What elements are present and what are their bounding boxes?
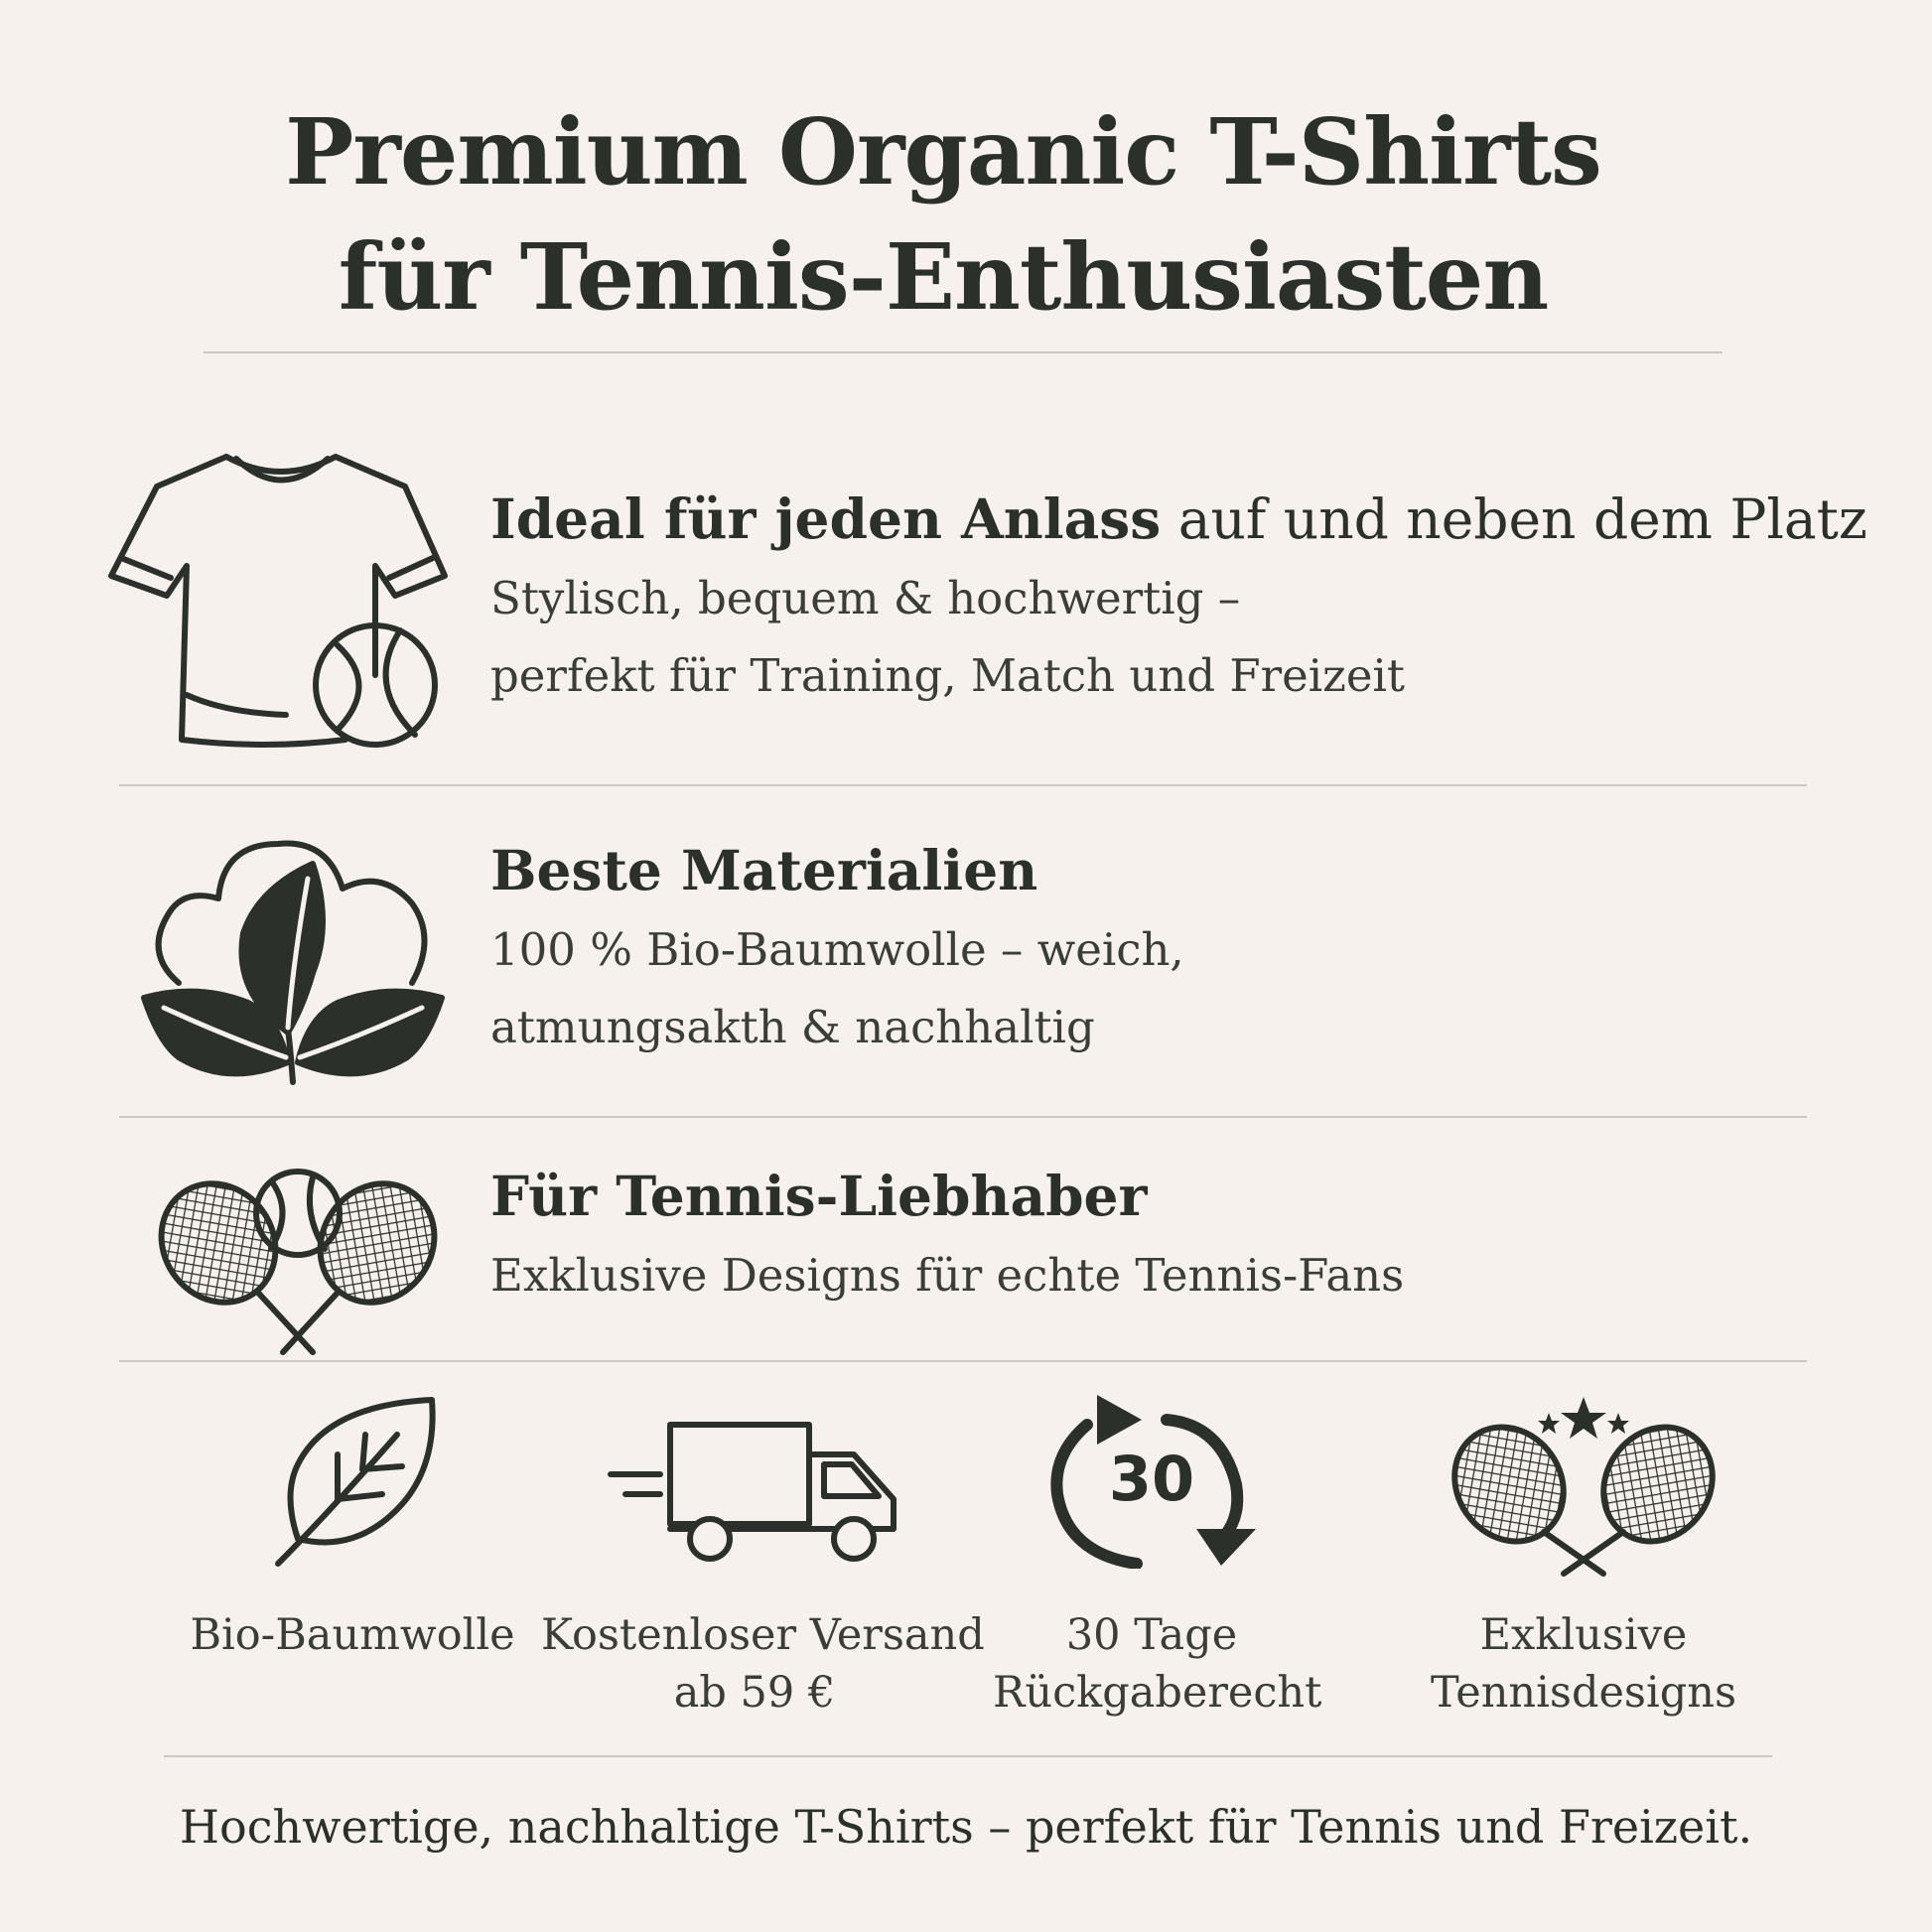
badge-label-line: ab 59 € — [673, 1668, 836, 1718]
badge-bio-cotton — [189, 1395, 516, 1664]
feature-heading — [490, 484, 1867, 554]
badge-label-line: 30 Tage — [1065, 1610, 1238, 1660]
badge-label-line: Kostenloser Versand — [541, 1610, 985, 1660]
feature-materials — [490, 836, 1184, 1066]
feature-description-line: atmungsakth & nachhaltig — [490, 1001, 1095, 1053]
badge-return-policy — [993, 1395, 1322, 1722]
badge-exclusive-designs — [1420, 1395, 1747, 1722]
badge-label — [189, 1606, 516, 1664]
leaf-icon — [268, 1395, 437, 1569]
badge-free-shipping — [541, 1415, 985, 1722]
tennis-rackets-ball-icon — [154, 1164, 442, 1362]
title-line-2: für Tennis-Enthusiasten — [338, 223, 1549, 331]
badge-label — [541, 1606, 985, 1722]
return-icon-number: 30 — [1108, 1443, 1195, 1515]
section-divider — [119, 1116, 1807, 1118]
feature-description — [490, 1237, 1404, 1314]
page-title — [0, 89, 1886, 340]
feature-description-line: Exklusive Designs für echte Tennis-Fans — [490, 1249, 1405, 1302]
footer-tagline: Hochwertige, nachhaltige T-Shirts – perfekt für Tennis und Freizeit. — [179, 1800, 1753, 1854]
badge-label-line: Bio-Baumwolle — [190, 1610, 515, 1660]
feature-description-line: 100 % Bio-Baumwolle – weich, — [490, 923, 1184, 976]
footer-divider — [164, 1755, 1772, 1757]
badge-label — [993, 1606, 1322, 1722]
cotton-leaf-icon — [139, 834, 447, 1092]
feature-description-line: Stylisch, bequem & hochwertig – — [490, 572, 1241, 624]
crossed-rackets-stars-icon — [1445, 1395, 1723, 1579]
feature-heading-bold: Beste Materialien — [490, 838, 1038, 902]
feature-heading — [490, 836, 1184, 905]
feature-tennis-lovers — [490, 1162, 1404, 1314]
badge-label-line: Rückgaberecht — [993, 1668, 1322, 1718]
title-divider — [204, 351, 1723, 353]
feature-heading-rest: auf und neben dem Platz — [1161, 487, 1867, 551]
badge-label — [1420, 1606, 1747, 1722]
section-divider — [119, 1360, 1807, 1362]
feature-heading-bold: Für Tennis-Liebhaber — [490, 1164, 1148, 1228]
tshirt-tennis-ball-icon — [107, 447, 455, 755]
feature-heading-bold: Ideal für jeden Anlass — [490, 486, 1162, 551]
badge-label-line: Exklusive — [1479, 1610, 1688, 1660]
badge-label-line: Tennisdesigns — [1430, 1668, 1737, 1718]
feature-heading — [490, 1162, 1404, 1231]
section-divider — [119, 784, 1807, 786]
feature-description — [490, 911, 1184, 1066]
feature-description — [490, 560, 1867, 715]
feature-occasion — [490, 484, 1867, 715]
feature-description-line: perfekt für Training, Match und Freizeit — [490, 649, 1405, 702]
return-30-icon — [1047, 1395, 1256, 1569]
delivery-truck-icon — [606, 1415, 903, 1569]
title-line-1: Premium Organic T-Shirts — [285, 98, 1601, 206]
